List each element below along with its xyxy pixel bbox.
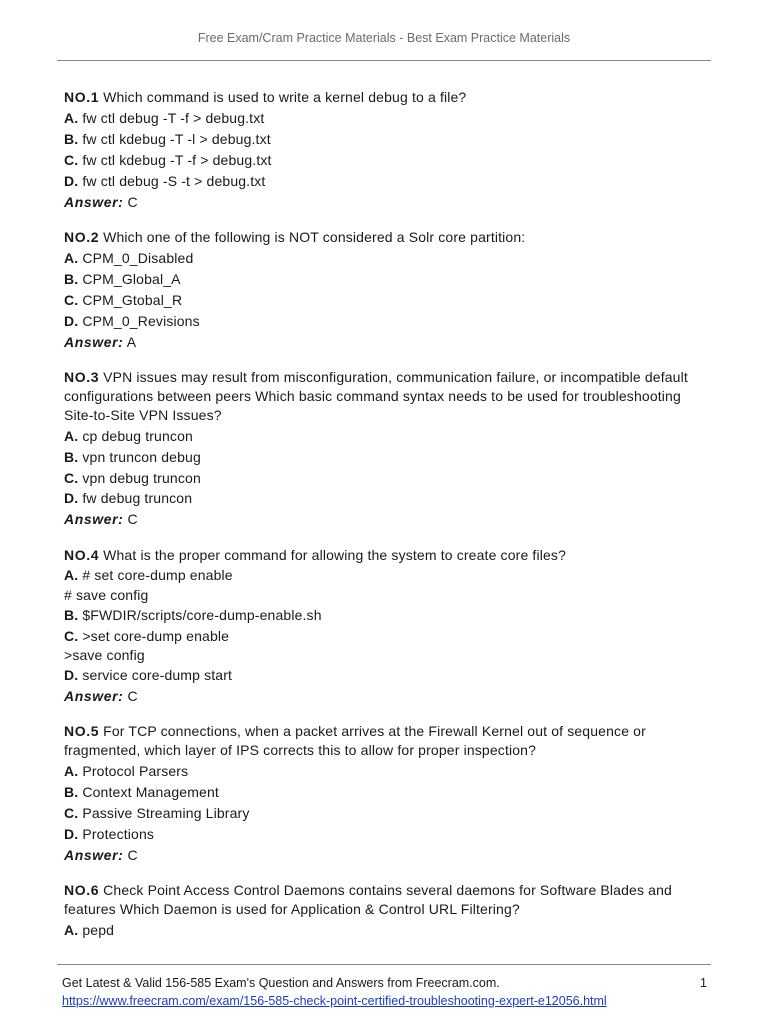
option-a: A. cp debug truncon — [64, 428, 193, 444]
question-text: NO.1 Which command is used to write a kernel debug to a file? — [64, 89, 467, 105]
header-divider — [57, 60, 711, 61]
question-text-cont: configurations between peers Which basic command syntax needs to be used for troubleshooting — [64, 388, 681, 404]
option-d: D. fw ctl debug -S -t > debug.txt — [64, 173, 266, 189]
question-text-cont: fragmented, which layer of IPS corrects this to allow for proper inspection? — [64, 742, 537, 758]
footer-text: Get Latest & Valid 156-585 Exam's Question and Answers from Freecram.com. — [62, 976, 500, 990]
question-text: NO.5 For TCP connections, when a packet arrives at the Firewall Kernel out of sequence or — [64, 723, 646, 739]
question-text-cont: features Which Daemon is used for Application & Control URL Filtering? — [64, 901, 520, 917]
answer-line: Answer: A — [64, 334, 137, 350]
answer-line: Answer: C — [64, 688, 138, 704]
question-text-cont: Site-to-Site VPN Issues? — [64, 407, 222, 423]
option-c: C. fw ctl kdebug -T -f > debug.txt — [64, 152, 272, 168]
question-text: NO.3 VPN issues may result from misconfiguration, communication failure, or incompatible default — [64, 369, 688, 385]
option-c: C. CPM_Gtobal_R — [64, 292, 183, 308]
option-c-cont: >save config — [64, 647, 145, 663]
question-number: NO.5 — [64, 723, 100, 739]
answer-value: C — [127, 847, 138, 863]
option-a: A. fw ctl debug -T -f > debug.txt — [64, 110, 265, 126]
question-number: NO.3 — [64, 369, 100, 385]
option-a: A. Protocol Parsers — [64, 763, 189, 779]
page-header-title: Free Exam/Cram Practice Materials - Best Exam Practice Materials — [197, 31, 571, 45]
question-text: NO.2 Which one of the following is NOT considered a Solr core partition: — [64, 229, 526, 245]
option-d: D. Protections — [64, 826, 155, 842]
option-d: D. CPM_0_Revisions — [64, 313, 200, 329]
option-c: C. Passive Streaming Library — [64, 805, 250, 821]
answer-value: C — [127, 511, 138, 527]
option-a: A. CPM_0_Disabled — [64, 250, 194, 266]
page-number: 1 — [700, 976, 707, 990]
answer-line: Answer: C — [64, 847, 138, 863]
option-a: A. # set core-dump enable — [64, 567, 233, 583]
answer-line: Answer: C — [64, 511, 138, 527]
question-number: NO.4 — [64, 547, 100, 563]
option-d: D. service core-dump start — [64, 667, 233, 683]
option-b: B. Context Management — [64, 784, 219, 800]
question-number: NO.1 — [64, 89, 100, 105]
question-number: NO.2 — [64, 229, 100, 245]
option-b: B. vpn truncon debug — [64, 449, 201, 465]
option-c: C. >set core-dump enable — [64, 628, 230, 644]
question-text: NO.4 What is the proper command for allowing the system to create core files? — [64, 547, 567, 563]
answer-value: C — [127, 688, 138, 704]
answer-value: A — [126, 334, 137, 350]
footer-link[interactable]: https://www.freecram.com/exam/156-585-check-point-certified-troubleshooting-expert-e12056.html — [62, 994, 607, 1008]
option-b: B. CPM_Global_A — [64, 271, 181, 287]
question-text: NO.6 Check Point Access Control Daemons contains several daemons for Software Blades and — [64, 882, 672, 898]
option-a-cont: # save config — [64, 587, 149, 603]
option-d: D. fw debug truncon — [64, 490, 193, 506]
answer-value: C — [127, 194, 138, 210]
option-b: B. $FWDIR/scripts/core-dump-enable.sh — [64, 607, 322, 623]
option-b: B. fw ctl kdebug -T -l > debug.txt — [64, 131, 271, 147]
answer-line: Answer: C — [64, 194, 138, 210]
option-c: C. vpn debug truncon — [64, 470, 201, 486]
footer-divider — [57, 964, 711, 965]
question-number: NO.6 — [64, 882, 100, 898]
option-a: A. pepd — [64, 922, 115, 938]
